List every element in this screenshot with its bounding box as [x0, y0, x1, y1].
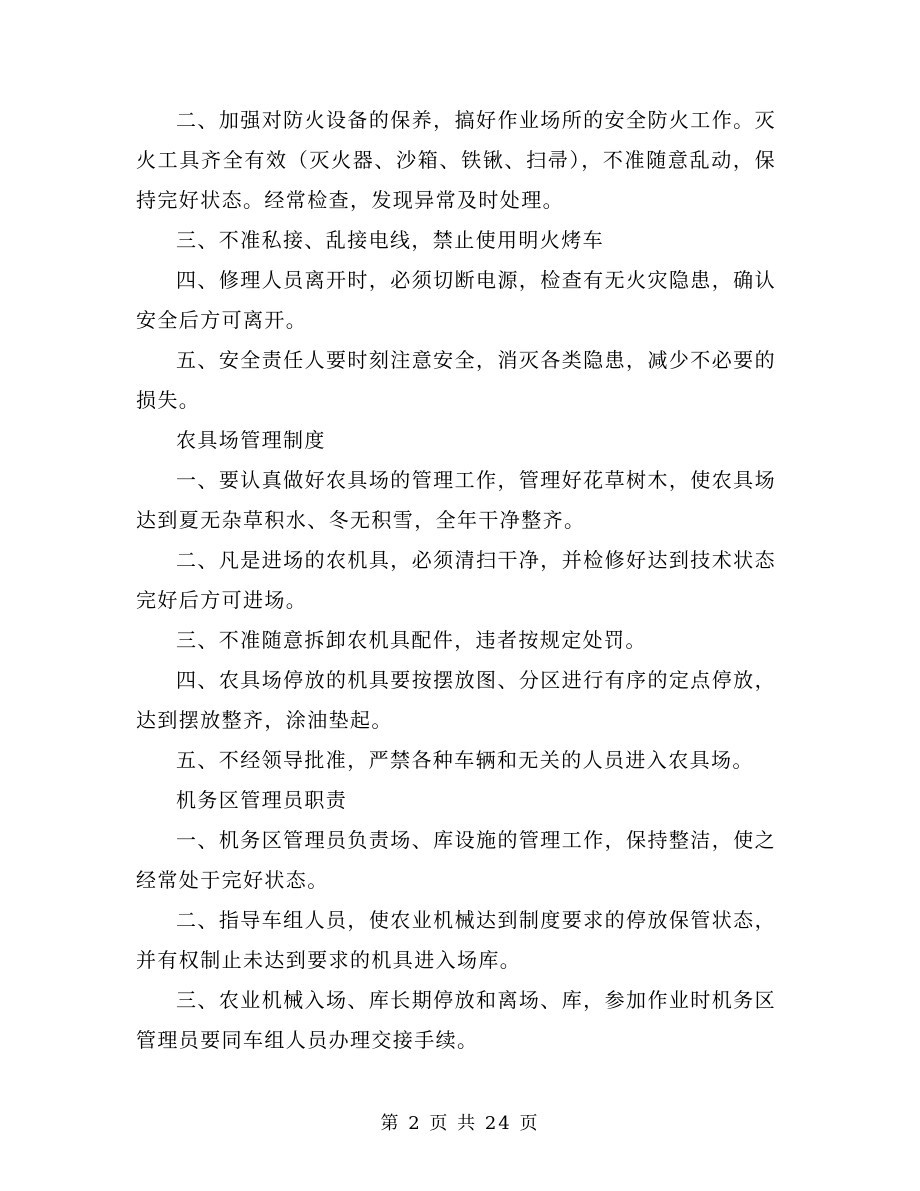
section-heading-area-manager: 机务区管理员职责	[176, 788, 348, 812]
page-number-footer: 第 2 页 共 24 页	[380, 1113, 540, 1134]
paragraph-yard-management: 一、要认真做好农具场的管理工作，管理好花草树木，使农具场达到夏无杂草积水、冬无积雪，全年干净整齐。	[136, 468, 776, 532]
section-heading-implement-yard: 农具场管理制度	[176, 428, 326, 452]
paragraph-no-unauthorized-entry: 五、不经领导批准，严禁各种车辆和无关的人员进入农具场。	[176, 748, 754, 772]
document-body	[136, 100, 776, 1060]
paragraph-fire-equipment: 二、加强对防火设备的保养，搞好作业场所的安全防火工作。灭火工具齐全有效（灭火器、沙箱、铁锹、扫帚），不准随意乱动，保持完好状态。经常检查，发现异常及时处理。	[136, 108, 776, 212]
paragraph-safety-officer: 五、安全责任人要时刻注意安全，消灭各类隐患，减少不必要的损失。	[136, 348, 776, 412]
paragraph-no-private-wiring: 三、不准私接、乱接电线，禁止使用明火烤车	[176, 228, 604, 252]
paragraph-cut-power: 四、修理人员离开时，必须切断电源，检查有无火灾隐患，确认安全后方可离开。	[136, 268, 776, 332]
paragraph-manager-facilities: 一、机务区管理员负责场、库设施的管理工作，保持整洁，使之经常处于完好状态。	[136, 828, 776, 892]
paragraph-yard-entry: 二、凡是进场的农机具，必须清扫干净，并检修好达到技术状态完好后方可进场。	[136, 548, 776, 612]
paragraph-parking-layout: 四、农具场停放的机具要按摆放图、分区进行有序的定点停放，达到摆放整齐，涂油垫起。	[136, 668, 776, 732]
paragraph-manager-handover: 三、农业机械入场、库长期停放和离场、库，参加作业时机务区管理员要同车组人员办理交接手续。	[136, 988, 776, 1052]
paragraph-manager-guidance: 二、指导车组人员，使农业机械达到制度要求的停放保管状态，并有权制止未达到要求的机具进入场库。	[136, 908, 776, 972]
paragraph-no-disassembly: 三、不准随意拆卸农机具配件，违者按规定处罚。	[176, 628, 647, 652]
